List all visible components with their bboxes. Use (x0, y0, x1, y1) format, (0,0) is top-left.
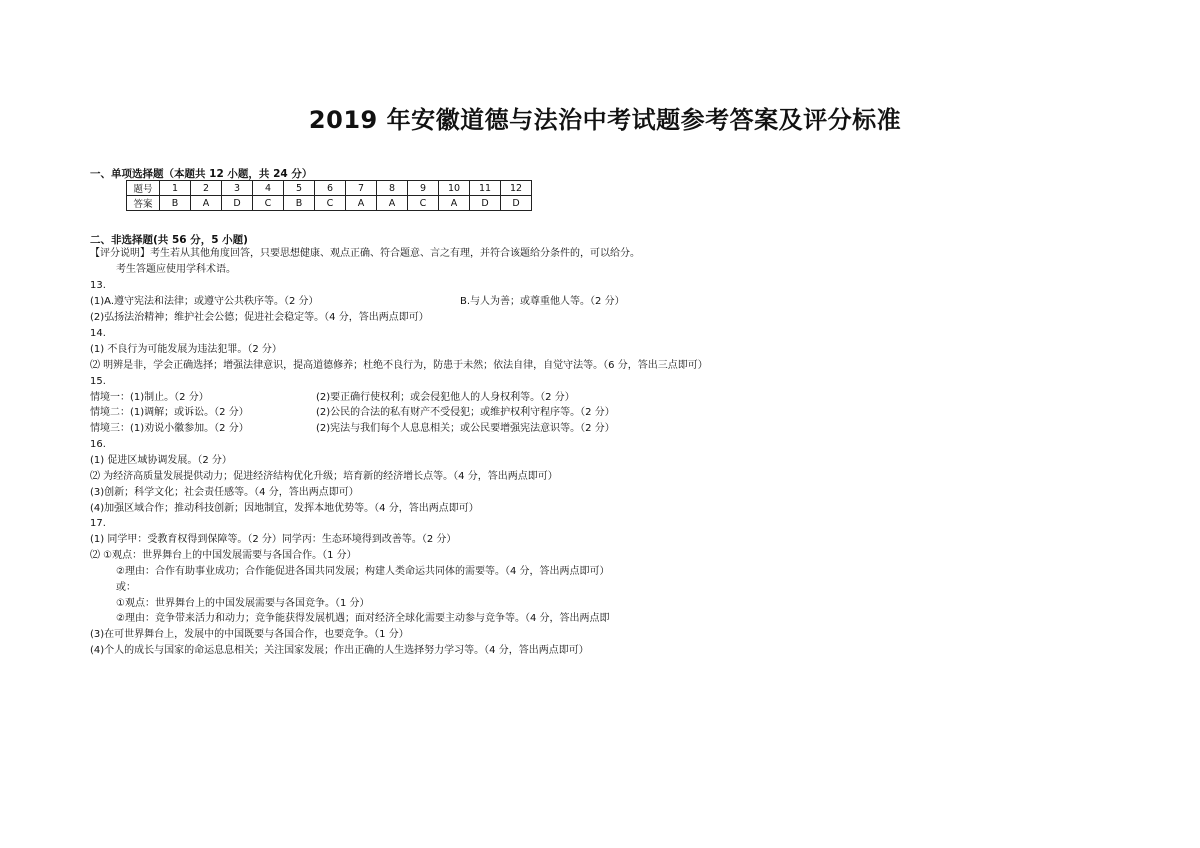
answer-line: 情境一：(1)制止。（2 分） (90, 392, 209, 403)
table-cell: 2 (191, 181, 222, 196)
table-cell: 9 (408, 181, 439, 196)
answer-line: ②理由：合作有助事业成功；合作能促进各国共同发展；构建人类命运共同体的需要等。（4 分，答出两点即可） (116, 566, 610, 577)
table-cell: 6 (315, 181, 346, 196)
answer-line: (3)创新；科学文化；社会责任感等。（4 分，答出两点即可） (90, 487, 359, 498)
page-title: 2019 年安徽道德与法治中考试题参考答案及评分标准 (308, 106, 902, 134)
answer-line: (1) 促进区域协调发展。（2 分） (90, 455, 232, 466)
answer-line: 或： (116, 582, 136, 593)
answer-line: (4)加强区域合作；推动科技创新；因地制宜，发挥本地优势等。（4 分，答出两点即可） (90, 503, 479, 514)
answer-line: 情境二：(1)调解；或诉讼。（2 分） (90, 407, 249, 418)
answer-line: ⑵ 为经济高质量发展提供动力；促进经济结构优化升级；培育新的经济增长点等。（4 分，答出两点即可） (90, 471, 558, 482)
table-cell: D (470, 196, 501, 211)
table-cell: A (346, 196, 377, 211)
table-cell: C (315, 196, 346, 211)
table-cell: B (284, 196, 315, 211)
answer-line: (2)要正确行使权利；或会侵犯他人的人身权利等。（2 分） (316, 392, 575, 403)
section-2-heading: 二、非选择题(共 56 分，5 小题) (90, 234, 248, 246)
table-cell: 5 (284, 181, 315, 196)
answer-line: 情境三：(1)劝说小徽参加。（2 分） (90, 423, 249, 434)
table-cell: 7 (346, 181, 377, 196)
scoring-note: 【评分说明】考生若从其他角度回答，只要思想健康、观点正确、符合题意、言之有理，并符合该题给分条件的，可以给分。 (90, 248, 640, 259)
answer-line: (4)个人的成长与国家的命运息息相关；关注国家发展；作出正确的人生选择努力学习等。（4 分，答出两点即可） (90, 645, 589, 656)
table-cell: A (439, 196, 470, 211)
answer-line: (3)在可世界舞台上，发展中的中国既要与各国合作，也要竞争。（1 分） (90, 629, 409, 640)
table-cell: 3 (222, 181, 253, 196)
answer-line: (1) 不良行为可能发展为违法犯罪。（2 分） (90, 344, 282, 355)
table-cell: A (377, 196, 408, 211)
table-cell: 8 (377, 181, 408, 196)
table-row-answers (127, 196, 532, 211)
table-cell: C (408, 196, 439, 211)
table-cell: 12 (501, 181, 532, 196)
answer-line: ②理由：竞争带来活力和动力；竞争能获得发展机遇；面对经济全球化需要主动参与竞争等。（4 分，答出两点即 (116, 613, 610, 624)
table-cell: 1 (160, 181, 191, 196)
answer-line: (2)弘扬法治精神；维护社会公德；促进社会稳定等。（4 分，答出两点即可） (90, 312, 429, 323)
table-cell: 4 (253, 181, 284, 196)
answer-table (126, 180, 532, 211)
question-number: 13. (90, 280, 106, 291)
answer-line: (2)宪法与我们每个人息息相关；或公民要增强宪法意识等。（2 分） (316, 423, 615, 434)
question-number: 14. (90, 328, 106, 339)
answer-line: ⑵ ①观点：世界舞台上的中国发展需要与各国合作。（1 分） (90, 550, 357, 561)
section-1-heading: 一、单项选择题（本题共 12 小题，共 24 分） (90, 168, 313, 180)
table-row-numbers (127, 181, 532, 196)
answer-line: (2)公民的合法的私有财产不受侵犯；或维护权利守程序等。（2 分） (316, 407, 615, 418)
answer-line: (1)A.遵守宪法和法律；或遵守公共秩序等。（2 分） (90, 296, 319, 307)
answer-line: ⑵ 明辨是非，学会正确选择；增强法律意识，提高道德修养；杜绝不良行为，防患于未然；依法自律，自觉守法等。（6 分，答出三点即可） (90, 360, 708, 371)
answer-line: ①观点：世界舞台上的中国发展需要与各国竞争。（1 分） (116, 598, 370, 609)
table-cell: C (253, 196, 284, 211)
table-cell: A (191, 196, 222, 211)
row-label-answer: 答案 (127, 196, 160, 211)
answer-line: (1) 同学甲：受教育权得到保障等。（2 分）同学丙：生态环境得到改善等。（2 分） (90, 534, 457, 545)
question-number: 15. (90, 376, 106, 387)
table-cell: D (222, 196, 253, 211)
table-cell: D (501, 196, 532, 211)
row-label-question: 题号 (127, 181, 160, 196)
question-number: 17. (90, 518, 106, 529)
table-cell: B (160, 196, 191, 211)
answer-line: B.与人为善；或尊重他人等。（2 分） (460, 296, 625, 307)
scoring-note-2: 考生答题应使用学科术语。 (116, 264, 236, 275)
table-cell: 11 (470, 181, 501, 196)
question-number: 16. (90, 439, 106, 450)
table-cell: 10 (439, 181, 470, 196)
